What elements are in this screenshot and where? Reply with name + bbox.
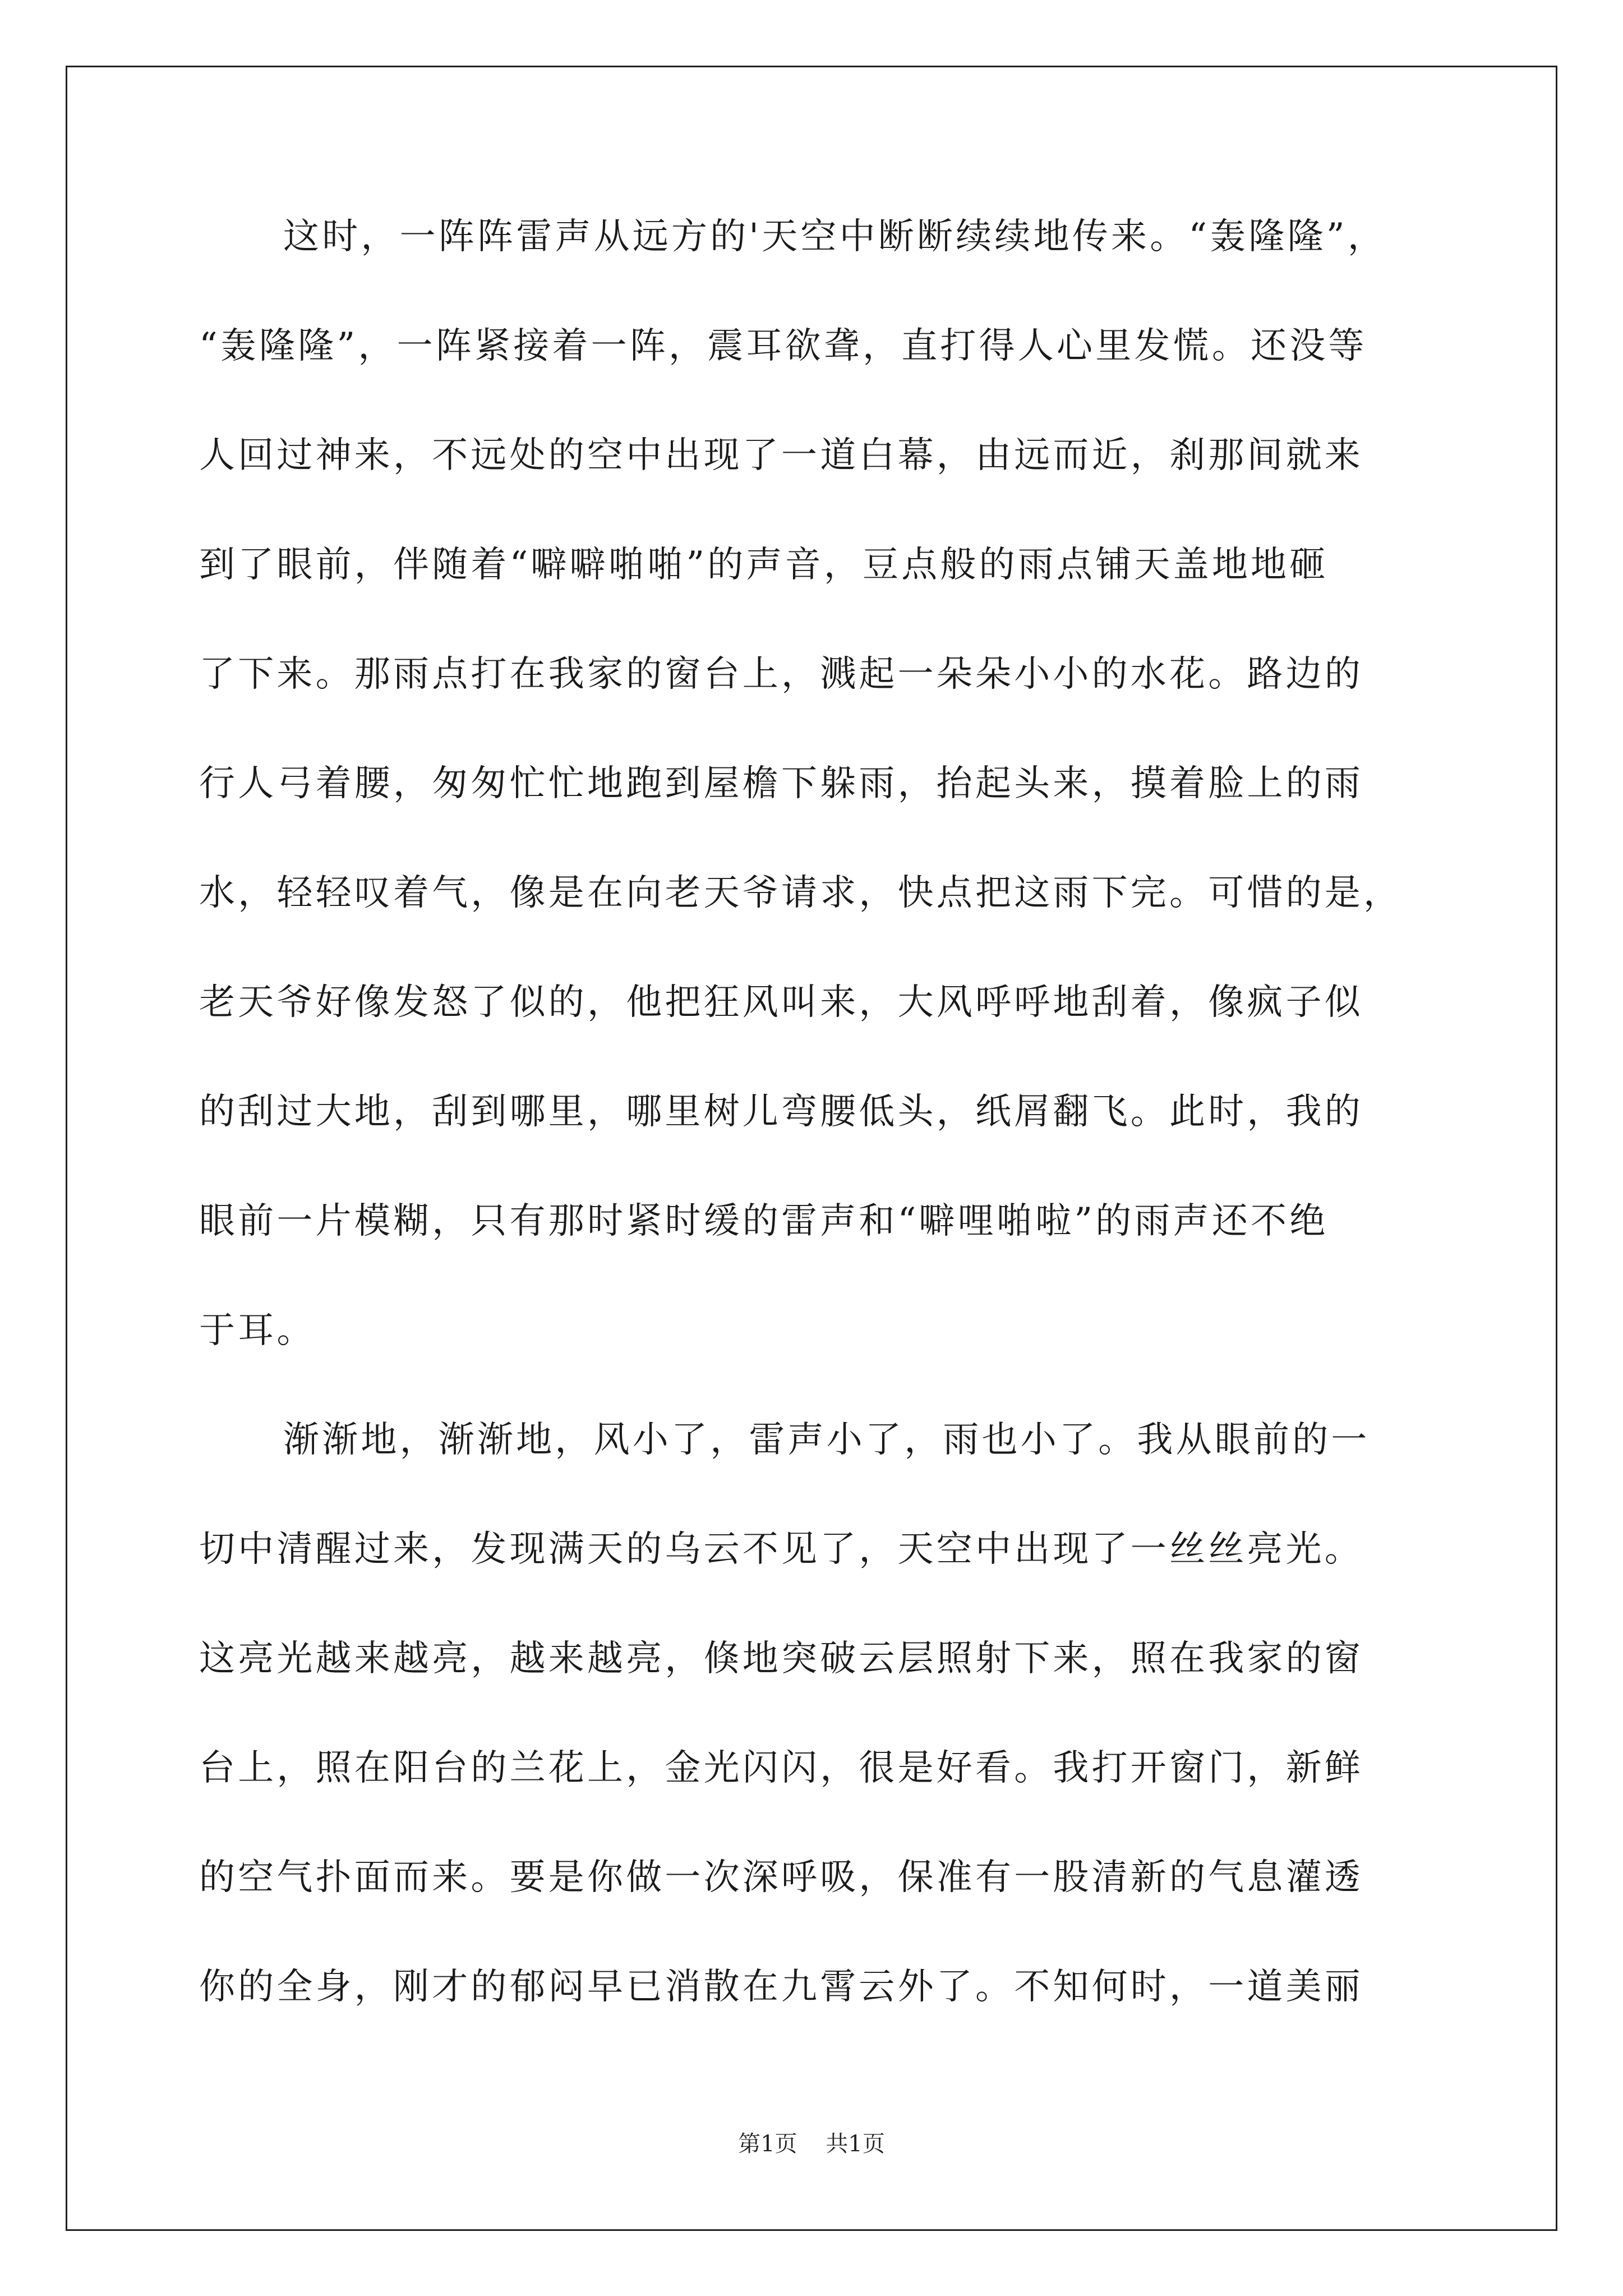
paragraph-1 xyxy=(199,216,1453,1422)
text-line: 台上，照在阳台的兰花上，金光闪闪，很是好看。我打开窗门，新鲜 xyxy=(199,1747,1363,1789)
text-line: “轰隆隆”，一阵紧接着一阵，震耳欲聋，直打得人心里发慌。还没等 xyxy=(199,325,1367,367)
text-line: 这亮光越来越亮，越来越亮，倏地突破云层照射下来，照在我家的窗 xyxy=(199,1638,1363,1680)
page-number-footer: 第1页 共1页 xyxy=(738,2131,885,2157)
text-line: 你的全身，刚才的郁闷早已消散在九霄云外了。不知何时，一道美丽 xyxy=(199,1966,1363,2008)
paragraph-2 xyxy=(199,1419,1453,2078)
text-line: 人回过神来，不远处的空中出现了一道白幕，由远而近，刹那间就来 xyxy=(199,435,1363,476)
text-line: 切中清醒过来，发现满天的乌云不见了，天空中出现了一丝丝亮光。 xyxy=(199,1529,1363,1570)
text-line: 到了眼前，伴随着“噼噼啪啪”的声音，豆点般的雨点铺天盖地地砸 xyxy=(199,544,1329,586)
text-line: 了下来。那雨点打在我家的窗台上，溅起一朵朵小小的水花。路边的 xyxy=(199,654,1363,695)
text-line: 水，轻轻叹着气，像是在向老天爷请求，快点把这雨下完。可惜的是， xyxy=(199,872,1403,914)
text-line: 老天爷好像发怒了似的，他把狂风叫来，大风呼呼地刮着，像疯子似 xyxy=(199,982,1363,1023)
text-line: 的刮过大地，刮到哪里，哪里树儿弯腰低头，纸屑翻飞。此时，我的 xyxy=(199,1091,1363,1133)
document-body xyxy=(199,216,1453,2078)
text-line: 于耳。 xyxy=(199,1310,316,1351)
text-line: 的空气扑面而来。要是你做一次深呼吸，保准有一股清新的气息灌透 xyxy=(199,1857,1363,1898)
text-line: 行人弓着腰，匆匆忙忙地跑到屋檐下躲雨，抬起头来，摸着脸上的雨 xyxy=(199,763,1363,804)
text-line: 这时，一阵阵雷声从远方的'天空中断断续续地传来。“轰隆隆”， xyxy=(283,216,1387,257)
text-line: 渐渐地，渐渐地，风小了，雷声小了，雨也小了。我从眼前的一 xyxy=(283,1419,1370,1461)
text-line: 眼前一片模糊，只有那时紧时缓的雷声和“噼哩啪啦”的雨声还不绝 xyxy=(199,1200,1329,1242)
